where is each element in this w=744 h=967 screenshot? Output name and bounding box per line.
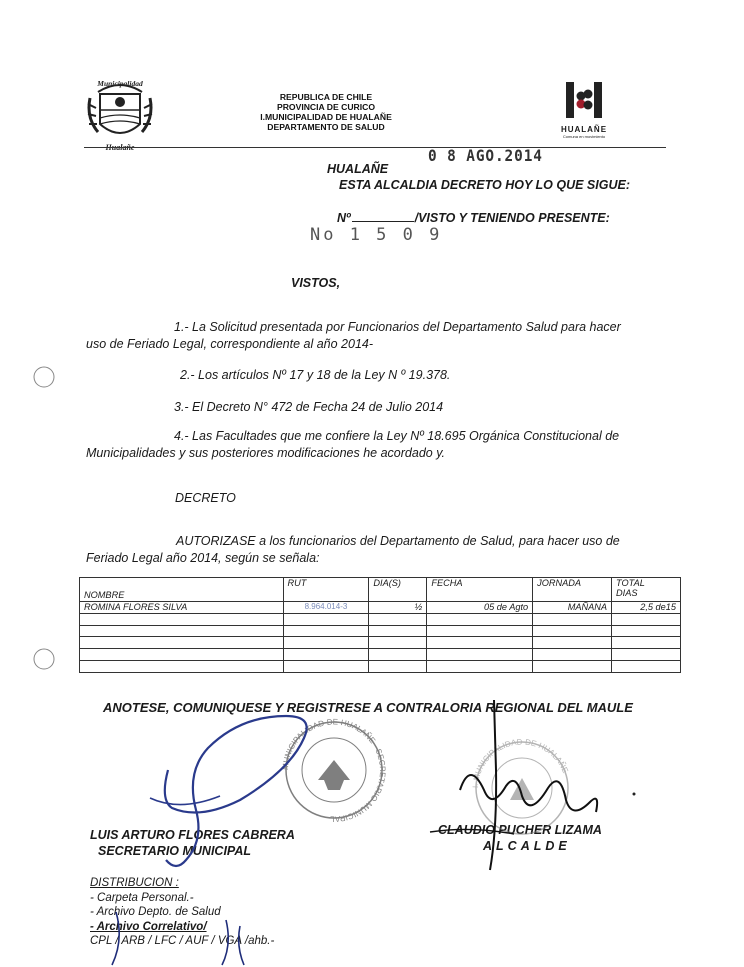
city-name: HUALAÑE — [327, 162, 389, 176]
col-header-jornada: JORNADA — [533, 578, 612, 602]
vistos-title: VISTOS, — [291, 276, 341, 290]
ink-dot — [633, 793, 636, 796]
visto-item-4 — [86, 428, 672, 462]
visto-item-4-line-b: Municipalidades y sus posteriores modificaciones he acordado y. — [86, 446, 445, 460]
municipal-crest-logo — [84, 74, 156, 156]
mayor-seal-stamp — [471, 737, 570, 834]
secretary-name: LUIS ARTURO FLORES CABRERA — [90, 828, 295, 842]
col-header-rut: RUT — [283, 578, 369, 602]
decree-number-line — [337, 211, 610, 225]
distribution-list — [90, 876, 274, 949]
col-header-total — [612, 578, 681, 602]
table-row-empty — [80, 613, 681, 625]
distribution-title: DISTRIBUCION : — [90, 877, 179, 889]
table-header-row — [80, 578, 681, 602]
mayor-title: ALCALDE — [483, 839, 571, 853]
table-row-empty — [80, 660, 681, 672]
punch-hole-top — [34, 367, 54, 387]
crest-bottom-text: Hualañe — [105, 143, 135, 152]
cell-nombre: ROMINA FLORES SILVA — [80, 602, 284, 614]
leave-table — [79, 577, 681, 673]
number-label: Nº — [337, 211, 351, 225]
seal-left-text: MUNICIPALIDAD DE HUALAÑE · SECRETARIO MUNICIPAL — [280, 717, 388, 824]
closing-statement: ANOTESE, COMUNIQUESE Y REGISTRESE A CONTRALORIA REGIONAL DEL MAULE — [103, 700, 633, 715]
distribution-archive: - Archivo Correlativo/ — [90, 920, 207, 933]
visto-item-2: 2.- Los artículos Nº 17 y 18 de la Ley N º 19.378. — [180, 368, 451, 382]
secretary-seal-stamp — [281, 717, 387, 823]
cell-dias: ½ — [369, 602, 427, 614]
visto-item-1-line-a: 1.- La Solicitud presentada por Funcionarios del Departamento Salud para hacer — [174, 320, 621, 334]
crest-top-text: Municipalidad — [97, 79, 143, 88]
hualane-brand-logo — [556, 80, 612, 144]
col-header-nombre: NOMBRE — [80, 578, 284, 602]
visto-item-4-line-a: 4.- Las Facultades que me confiere la Ley Nº 18.695 Orgánica Constitucional de — [174, 429, 620, 443]
visto-item-3: 3.- El Decreto N° 472 de Fecha 24 de Julio 2014 — [174, 400, 444, 414]
seal-right-text: I. MUNICIPALIDAD DE HUALAÑE — [470, 737, 570, 789]
cell-jornada: MAÑANA — [533, 602, 612, 614]
distribution-item-1: - Carpeta Personal.- — [90, 891, 194, 904]
cell-fecha: 05 de Agto — [427, 602, 533, 614]
logo-name: HUALAÑE — [560, 125, 608, 134]
distribution-item-2: - Archivo Depto. de Salud — [90, 906, 221, 918]
header-line-4: DEPARTAMENTO DE SALUD — [267, 122, 385, 132]
col-header-dias: DIA(S) — [369, 578, 427, 602]
header-line-1: REPUBLICA DE CHILE — [279, 92, 373, 102]
col-header-total-2: DIAS — [616, 588, 638, 598]
header-line-2: PROVINCIA DE CURICO — [276, 102, 376, 112]
header-divider — [84, 147, 666, 148]
header-institution-block — [240, 92, 412, 132]
col-header-total-1: TOTAL — [616, 578, 645, 588]
hualane-h-icon — [562, 80, 606, 120]
decree-intro: ESTA ALCALDIA DECRETO HOY LO QUE SIGUE: — [339, 178, 630, 192]
cell-total: 2,5 de15 — [612, 602, 681, 614]
decreto-title: DECRETO — [175, 491, 236, 505]
secretary-title: SECRETARIO MUNICIPAL — [98, 844, 252, 858]
decreto-body-line-a: AUTORIZASE a los funcionarios del Departamento de Salud, para hacer uso de — [176, 534, 620, 548]
cell-rut: 8.964.014-3 — [283, 602, 369, 614]
distribution-initials: CPL / ARB / LFC / AUF / VGA /ahb.- — [90, 935, 275, 947]
number-blank-line — [352, 221, 414, 222]
table-row-empty — [80, 625, 681, 637]
header-line-3: I.MUNICIPALIDAD DE HUALAÑE — [260, 112, 392, 122]
visto-item-1 — [86, 319, 672, 353]
visto-item-1-line-b: uso de Feriado Legal, correspondiente al año 2014- — [86, 337, 374, 351]
decreto-body-line-b: Feriado Legal año 2014, según se señala: — [86, 551, 320, 565]
mayor-name: CLAUDIO PUCHER LIZAMA — [438, 823, 602, 837]
table-row-empty — [80, 637, 681, 649]
punch-hole-bottom — [34, 649, 54, 669]
table-row — [80, 602, 681, 614]
decree-number-stamp: No 1 5 0 9 — [310, 225, 443, 245]
col-header-fecha: FECHA — [427, 578, 533, 602]
date-stamp: 0 8 AGO.2014 — [428, 146, 543, 165]
decreto-body — [86, 533, 672, 567]
visto-label: /VISTO Y TENIENDO PRESENTE: — [414, 211, 610, 225]
table-row-empty — [80, 649, 681, 661]
logo-tagline: Comuna en movimiento — [562, 134, 606, 139]
